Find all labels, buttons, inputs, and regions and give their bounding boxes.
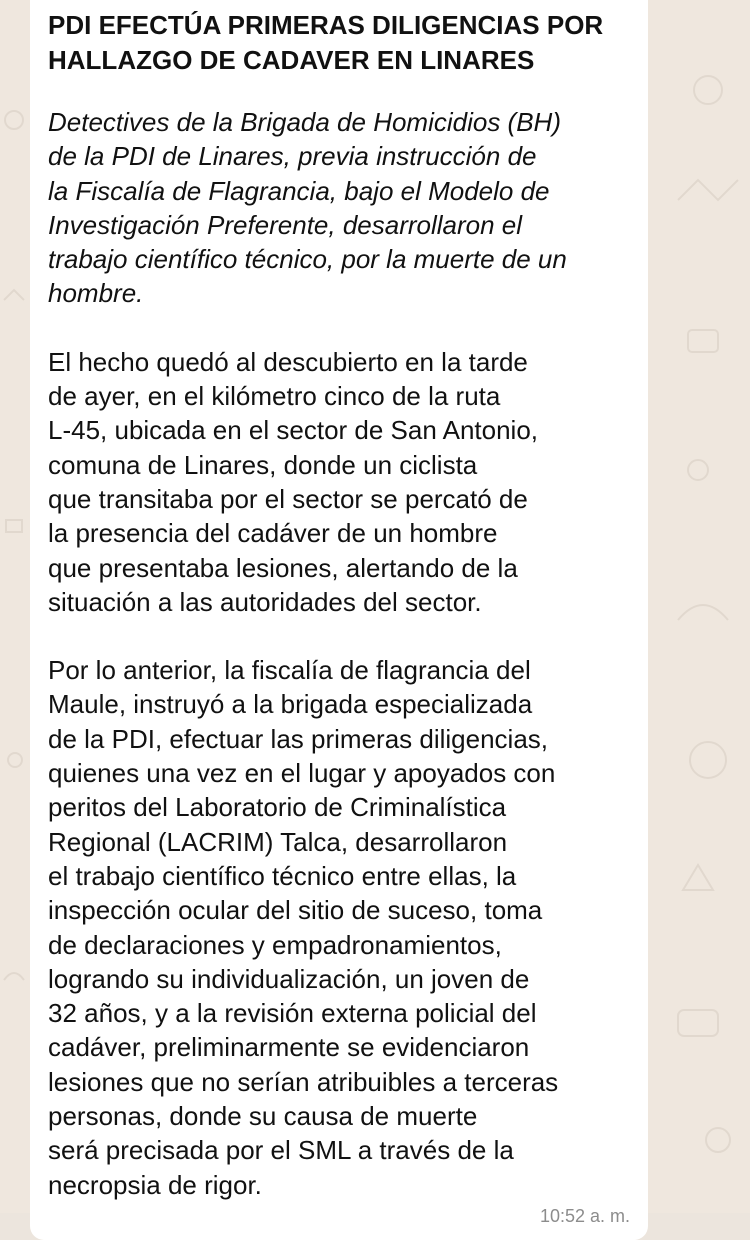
doodle-pattern-right — [648, 0, 750, 1213]
message-title: PDI EFECTÚA PRIMERAS DILIGENCIAS POR HALLAZGO DE CADAVER EN LINARES — [48, 10, 604, 75]
message-paragraph-discovery: El hecho quedó al descubierto en la tarde de ayer, en el kilómetro cinco de la ruta L-45, ubicada en el sector de San Antonio, comuna de Linares, donde un ciclista que transitaba por el sector se percató de la presencia del cadáver de un hombre que presentaba lesiones, alertando de la situación a las autoridades del sector. — [48, 346, 539, 617]
message-paragraph-investigation: Por lo anterior, la fiscalía de flagrancia del Maule, instruyó a la brigada especializada de la PDI, efectuar las primeras diligencias, quienes una vez en el lugar y apoyados con peritos del Laboratorio de Criminalística Regional (LACRIM) Talca, desarrollaron el trabajo científico técnico entre ellas, la inspección ocular del sitio de suceso, toma de declaraciones y empadronamientos, logrando su individualización, un joven de 32 años, y a la revisión externa policial del cadáver, preliminarmente se evidenciaron lesiones que no serían atribuibles a terceras personas, donde su causa de muerte será precisada por el SML a través de la necropsia de rigor. — [48, 655, 559, 1200]
message-timestamp: 10:52 a. m. — [539, 1206, 630, 1226]
message-paragraph-intro: Detectives de la Brigada de Homicidios (BH) de la PDI de Linares, previa instrucción de la Fiscalía de Flagrancia, bajo el Modelo de Investigación Preferente, desarrollaron el trabajo científico técnico, por la muerte de un hombre. — [48, 107, 567, 309]
message-bubble[interactable] — [30, 0, 648, 1240]
doodle-pattern-left — [0, 0, 30, 1213]
